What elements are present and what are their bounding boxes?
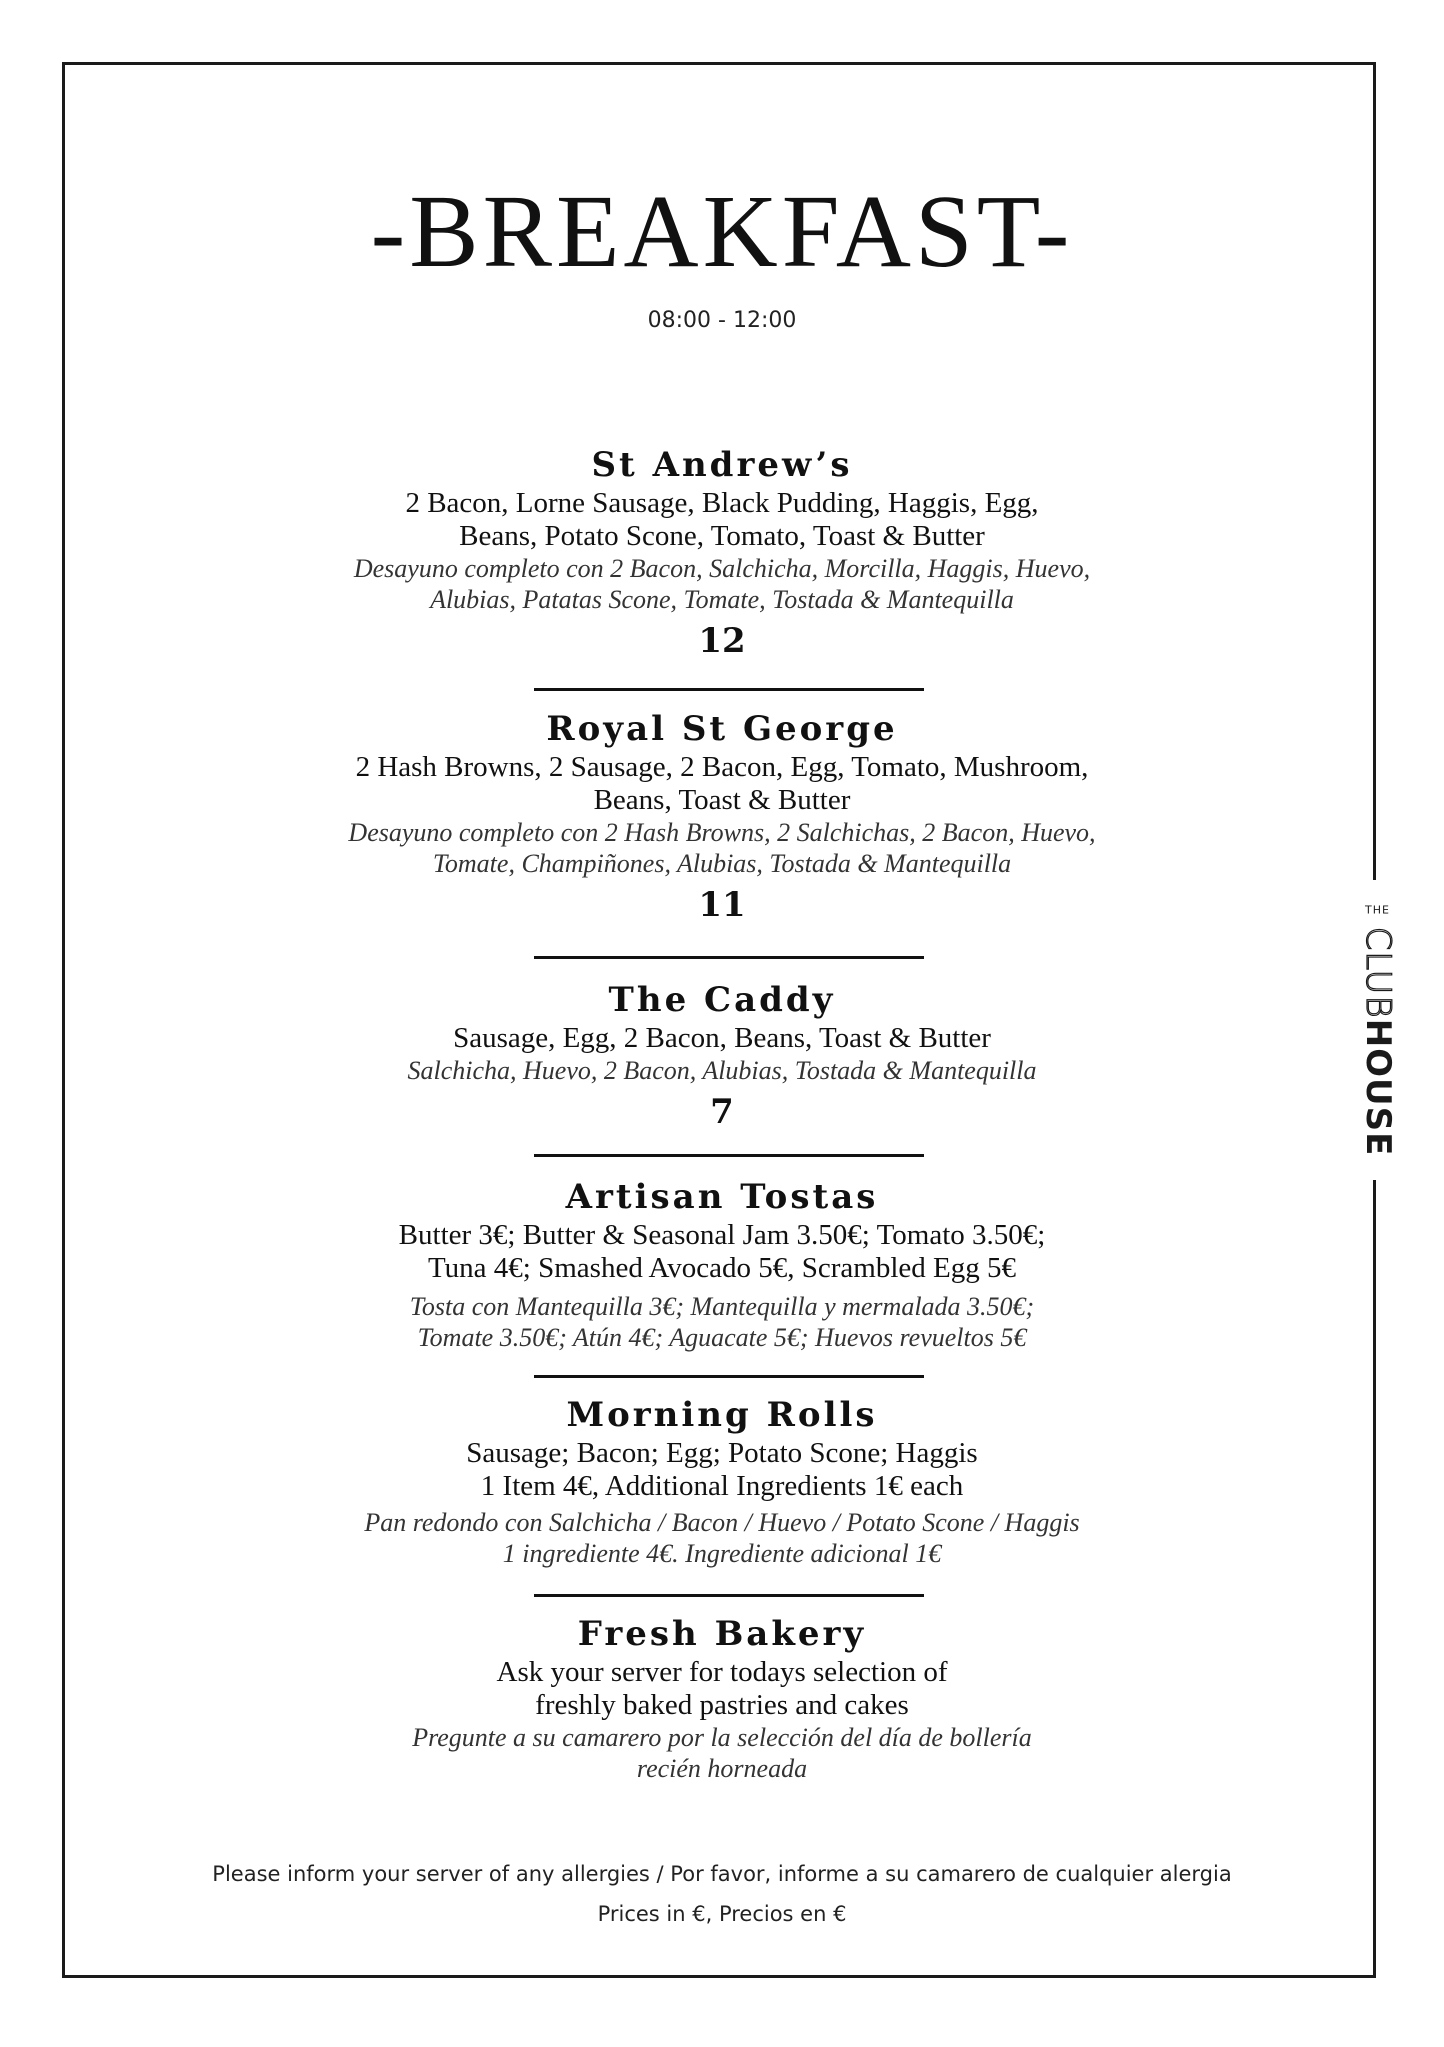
item-description: freshly baked pastries and cakes: [535, 1689, 909, 1721]
item-description-es: Pan redondo con Salchicha / Bacon / Huevo / Potato Scone / Haggis: [364, 1508, 1080, 1537]
menu-item-st-andrews: [0, 443, 1444, 663]
logo-club: CLUB: [1358, 926, 1398, 1019]
section-divider: [534, 688, 924, 691]
item-description: Butter 3€; Butter & Seasonal Jam 3.50€; Tomato 3.50€;: [398, 1219, 1046, 1251]
item-description-es: recién horneada: [636, 1754, 808, 1783]
opening-hours: 08:00 - 12:00: [647, 308, 797, 333]
item-description-es: Tosta con Mantequilla 3€; Mantequilla y mermalada 3.50€;: [409, 1292, 1035, 1321]
item-title: Fresh Bakery: [577, 1614, 867, 1654]
item-title: Royal St George: [546, 709, 898, 749]
item-description: 2 Bacon, Lorne Sausage, Black Pudding, Haggis, Egg,: [405, 487, 1039, 519]
logo-house: HOUSE: [1358, 1018, 1398, 1157]
item-title: St Andrew’s: [591, 445, 853, 485]
section-divider: [534, 1154, 924, 1157]
menu-item-morning-rolls: [0, 1393, 1444, 1569]
item-title: The Caddy: [608, 980, 836, 1020]
item-description-es: Tomate, Champiñones, Alubias, Tostada & Mantequilla: [432, 849, 1012, 878]
logo-the: THE: [1365, 903, 1391, 917]
item-description-es: Tomate 3.50€; Atún 4€; Aguacate 5€; Huevos revueltos 5€: [417, 1323, 1027, 1352]
price-notice: Prices in €, Precios en €: [597, 1902, 847, 1926]
section-divider: [534, 956, 924, 959]
menu-item-fresh-bakery: [0, 1612, 1444, 1784]
item-description-es: Alubias, Patatas Scone, Tomate, Tostada & Mantequilla: [430, 585, 1014, 614]
item-description-es: Desayuno completo con 2 Hash Browns, 2 Salchichas, 2 Bacon, Huevo,: [348, 818, 1096, 847]
item-price: 12: [698, 621, 746, 661]
item-description: 1 Item 4€, Additional Ingredients 1€ each: [480, 1470, 964, 1502]
item-price: 11: [698, 885, 746, 925]
item-price: 7: [710, 1092, 734, 1132]
page-title: -BREAKFAST-: [370, 174, 1074, 289]
item-description-es: 1 ingrediente 4€. Ingrediente adicional 1€: [502, 1539, 942, 1568]
item-description: Sausage, Egg, 2 Bacon, Beans, Toast & Butter: [453, 1022, 991, 1054]
item-description: Beans, Toast & Butter: [593, 784, 851, 816]
menu-item-the-caddy: [0, 978, 1444, 1134]
item-description: Ask your server for todays selection of: [496, 1656, 948, 1688]
menu-item-artisan-tostas: [0, 1175, 1444, 1353]
item-description: Sausage; Bacon; Egg; Potato Scone; Haggis: [466, 1437, 978, 1469]
menu-item-royal-st-george: [0, 707, 1444, 927]
item-description: Tuna 4€; Smashed Avocado 5€, Scrambled Egg 5€: [427, 1252, 1016, 1284]
item-description: 2 Hash Browns, 2 Sausage, 2 Bacon, Egg, Tomato, Mushroom,: [355, 751, 1089, 783]
item-description: Beans, Potato Scone, Tomato, Toast & Butter: [459, 520, 985, 552]
item-description-es: Desayuno completo con 2 Bacon, Salchicha, Morcilla, Haggis, Huevo,: [353, 554, 1091, 583]
item-title: Artisan Tostas: [565, 1177, 879, 1217]
item-description-es: Salchicha, Huevo, 2 Bacon, Alubias, Tostada & Mantequilla: [407, 1056, 1037, 1085]
section-divider: [534, 1594, 924, 1597]
allergy-notice: Please inform your server of any allergies / Por favor, informe a su camarero de cualquier alergia: [212, 1862, 1232, 1886]
section-divider: [534, 1375, 924, 1378]
item-title: Morning Rolls: [566, 1395, 878, 1435]
item-description-es: Pregunte a su camarero por la selección del día de bollería: [412, 1723, 1032, 1752]
